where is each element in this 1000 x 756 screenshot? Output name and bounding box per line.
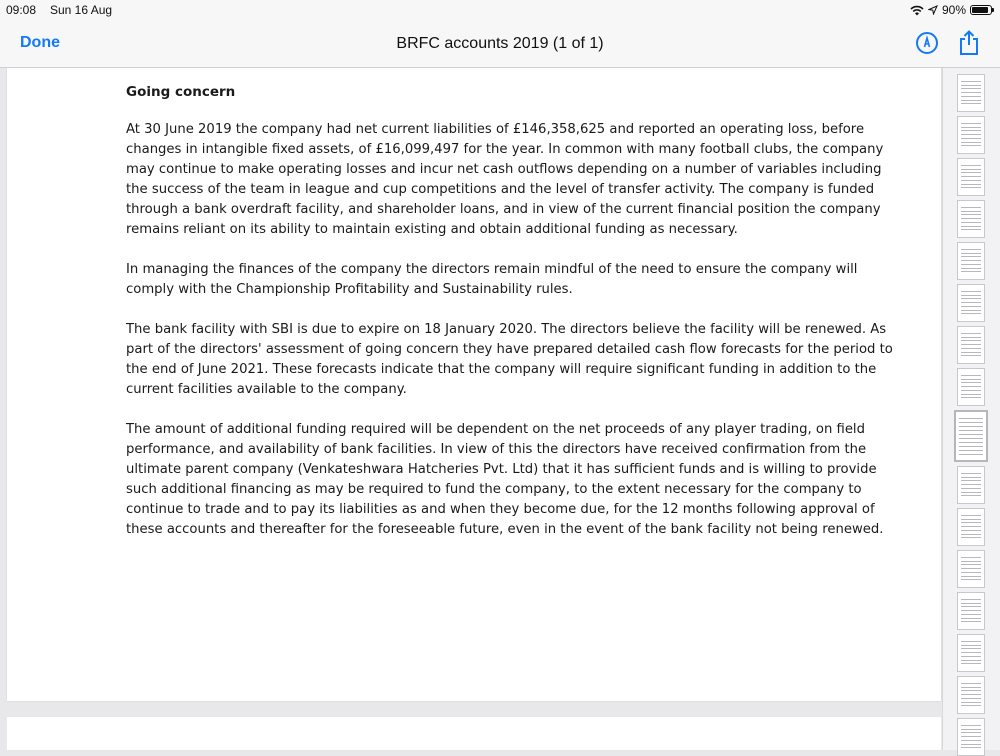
thumbnail-text-line xyxy=(961,264,981,265)
thumbnail-text-line xyxy=(959,446,983,447)
thumbnail-text-line xyxy=(961,568,981,569)
thumbnail-text-line xyxy=(959,418,983,419)
thumbnail-text-line xyxy=(961,85,981,86)
thumbnail-text-line xyxy=(961,348,981,349)
thumbnail-text-line xyxy=(961,226,981,227)
thumbnail-text-line xyxy=(961,564,981,565)
thumbnail-text-line xyxy=(961,127,981,128)
thumbnail-text-line xyxy=(961,526,981,527)
thumbnail-text-line xyxy=(961,515,981,516)
thumbnail-text-line xyxy=(961,344,981,345)
thumbnail-text-line xyxy=(961,618,981,619)
page-thumbnail[interactable] xyxy=(957,74,985,112)
page-thumbnail[interactable] xyxy=(957,326,985,364)
paragraph: The amount of additional funding required will be dependent on the net proceeds of any player trading, on field performance, and availability of bank facilities. In view of this the directors have received confirmation from the ultimate parent company (Venkateshwara Hatcheries Pvt. Ltd) that it has sufficient funds and is willing to provide such additional financing as may be required to fund the company, to the extent necessary for the company to continue to trade and to pay its liabilities as and when they become due, for the 12 months following approval of these accounts and thereafter for the foreseeable future, even in the event of the bank facility not being renewed. xyxy=(126,422,884,537)
thumbnail-text-line xyxy=(961,656,981,657)
page-thumbnail[interactable] xyxy=(957,200,985,238)
wifi-icon xyxy=(910,5,924,16)
thumbnail-text-line xyxy=(961,702,981,703)
thumbnail-text-line xyxy=(959,442,983,443)
battery-icon xyxy=(970,5,992,15)
thumbnail-text-line xyxy=(959,434,983,435)
thumbnail-text-line xyxy=(961,260,981,261)
thumbnail-text-line xyxy=(961,740,981,741)
thumbnail-text-line xyxy=(961,725,981,726)
thumbnail-text-line xyxy=(961,386,981,387)
paragraph: At 30 June 2019 the company had net current liabilities of £146,358,625 and reported an operating loss, before changes in intangible fixed assets, of £16,099,497 for the year. In common with many football clubs, the company may continue to make operating losses and incur net cash outflows depending on a number of variables including the success of the team in league and cup competitions and the level of transfer activity. The company is funded through a bank overdraft facility, and shareholder loans, and in view of the current financial position the company remains reliant on its ability to maintain existing and obtain additional funding as necessary. xyxy=(126,122,884,237)
page-thumbnail[interactable] xyxy=(957,284,985,322)
markup-pen-icon xyxy=(918,34,936,52)
thumbnail-text-line xyxy=(961,537,981,538)
thumbnail-text-line xyxy=(961,229,981,230)
page-thumbnail[interactable] xyxy=(957,466,985,504)
thumbnail-text-line xyxy=(961,522,981,523)
thumbnail-text-line xyxy=(961,176,981,177)
thumbnail-text-line xyxy=(961,355,981,356)
thumbnail-text-line xyxy=(961,492,981,493)
thumbnail-text-line xyxy=(961,291,981,292)
thumbnail-text-line xyxy=(961,165,981,166)
thumbnail-text-line xyxy=(961,130,981,131)
thumbnail-text-line xyxy=(961,134,981,135)
thumbnail-text-line xyxy=(961,180,981,181)
thumbnail-text-line xyxy=(961,382,981,383)
thumbnail-text-line xyxy=(961,222,981,223)
thumbnail-text-line xyxy=(961,302,981,303)
thumbnail-text-line xyxy=(961,705,981,706)
thumbnail-text-line xyxy=(961,340,981,341)
thumbnail-text-line xyxy=(961,138,981,139)
document-page xyxy=(7,68,941,701)
thumbnail-text-line xyxy=(961,690,981,691)
thumbnail-text-line xyxy=(961,599,981,600)
thumbnail-text-line xyxy=(961,473,981,474)
thumbnail-text-line xyxy=(961,145,981,146)
thumbnail-text-line xyxy=(961,218,981,219)
share-button[interactable] xyxy=(958,30,980,56)
page-thumbnail[interactable] xyxy=(957,592,985,630)
thumbnail-text-line xyxy=(961,172,981,173)
thumbnail-text-line xyxy=(961,572,981,573)
thumbnail-text-line xyxy=(961,652,981,653)
toolbar xyxy=(0,20,1000,68)
thumbnail-text-line xyxy=(961,295,981,296)
done-button[interactable]: Done xyxy=(20,34,60,51)
thumbnail-text-line xyxy=(961,394,981,395)
thumbnail-text-line xyxy=(959,430,983,431)
thumbnail-text-line xyxy=(961,253,981,254)
thumbnail-text-line xyxy=(961,333,981,334)
thumbnail-text-line xyxy=(961,313,981,314)
thumbnail-text-line xyxy=(959,454,983,455)
status-time: 09:08 xyxy=(6,3,37,17)
thumbnail-text-line xyxy=(961,256,981,257)
thumbnail-text-line xyxy=(961,142,981,143)
thumbnail-text-line xyxy=(961,306,981,307)
page-thumbnail[interactable] xyxy=(957,718,985,756)
thumbnail-text-line xyxy=(961,747,981,748)
thumbnail-text-line xyxy=(961,207,981,208)
thumbnail-text-line xyxy=(961,310,981,311)
page-content xyxy=(126,82,896,560)
thumbnail-text-line xyxy=(961,271,981,272)
thumbnail-text-line xyxy=(961,352,981,353)
next-document-page xyxy=(7,717,941,750)
thumbnail-text-line xyxy=(961,698,981,699)
thumbnail-text-line xyxy=(961,88,981,89)
page-thumbnail-strip[interactable] xyxy=(942,68,1000,750)
page-thumbnail[interactable] xyxy=(957,676,985,714)
share-icon xyxy=(958,30,980,56)
paragraph: In managing the finances of the company the directors remain mindful of the need to ensure the company will comply with the Championship Profitability and Sustainability rules. xyxy=(126,262,858,297)
page-thumbnail[interactable] xyxy=(957,550,985,588)
thumbnail-text-line xyxy=(961,732,981,733)
markup-button[interactable] xyxy=(916,32,938,54)
thumbnail-text-line xyxy=(961,660,981,661)
section-heading: Going concern xyxy=(126,84,236,100)
thumbnail-text-line xyxy=(961,375,981,376)
thumbnail-text-line xyxy=(961,92,981,93)
page-thumbnail[interactable] xyxy=(957,508,985,546)
thumbnail-text-line xyxy=(961,683,981,684)
thumbnail-text-line xyxy=(961,298,981,299)
status-date: Sun 16 Aug xyxy=(50,3,113,17)
thumbnail-text-line xyxy=(961,561,981,562)
thumbnail-text-line xyxy=(961,268,981,269)
thumbnail-text-line xyxy=(961,530,981,531)
document-viewer[interactable] xyxy=(0,68,942,750)
thumbnail-text-line xyxy=(961,103,981,104)
thumbnail-text-line xyxy=(961,123,981,124)
thumbnail-text-line xyxy=(961,663,981,664)
thumbnail-text-line xyxy=(961,214,981,215)
page-thumbnail[interactable] xyxy=(957,116,985,154)
page-thumbnail[interactable] xyxy=(954,410,988,462)
thumbnail-text-line xyxy=(961,534,981,535)
thumbnail-text-line xyxy=(959,438,983,439)
thumbnail-text-line xyxy=(959,426,983,427)
thumbnail-text-line xyxy=(961,557,981,558)
status-right xyxy=(910,3,992,17)
thumbnail-text-line xyxy=(961,729,981,730)
thumbnail-text-line xyxy=(961,495,981,496)
thumbnail-text-line xyxy=(961,480,981,481)
thumbnail-text-line xyxy=(961,603,981,604)
thumbnail-text-line xyxy=(961,379,981,380)
thumbnail-text-line xyxy=(961,606,981,607)
thumbnail-text-line xyxy=(961,488,981,489)
thumbnail-text-line xyxy=(961,645,981,646)
status-bar xyxy=(0,0,1000,20)
thumbnail-text-line xyxy=(961,641,981,642)
thumbnail-text-line xyxy=(961,397,981,398)
page-thumbnail[interactable] xyxy=(957,634,985,672)
thumbnail-text-line xyxy=(961,648,981,649)
battery-percent: 90% xyxy=(941,3,966,17)
thumbnail-text-line xyxy=(961,694,981,695)
thumbnail-text-line xyxy=(961,736,981,737)
page-thumbnail[interactable] xyxy=(957,242,985,280)
thumbnail-text-line xyxy=(961,81,981,82)
page-thumbnail[interactable] xyxy=(957,368,985,406)
thumbnail-text-line xyxy=(961,169,981,170)
thumbnail-text-line xyxy=(961,579,981,580)
location-arrow-icon xyxy=(928,5,938,15)
thumbnail-text-line xyxy=(961,184,981,185)
thumbnail-text-line xyxy=(959,450,983,451)
thumbnail-text-line xyxy=(961,100,981,101)
thumbnail-text-line xyxy=(959,422,983,423)
document-title: BRFC accounts 2019 (1 of 1) xyxy=(396,35,604,52)
page-thumbnail[interactable] xyxy=(957,158,985,196)
thumbnail-text-line xyxy=(961,744,981,745)
thumbnail-text-line xyxy=(961,390,981,391)
thumbnail-text-line xyxy=(961,687,981,688)
thumbnail-text-line xyxy=(961,249,981,250)
thumbnail-text-line xyxy=(961,610,981,611)
thumbnail-text-line xyxy=(961,621,981,622)
thumbnail-text-line xyxy=(961,576,981,577)
thumbnail-text-line xyxy=(961,519,981,520)
thumbnail-text-line xyxy=(961,614,981,615)
thumbnail-text-line xyxy=(961,211,981,212)
thumbnail-text-line xyxy=(961,484,981,485)
thumbnail-text-line xyxy=(961,187,981,188)
paragraph: The bank facility with SBI is due to expire on 18 January 2020. The directors believe the facility will be renewed. As part of the directors' assessment of going concern they have prepared detailed cash flow forecasts for the period to the end of June 2021. These forecasts indicate that the company will require significant funding in addition to the current facilities available to the company. xyxy=(126,322,893,397)
thumbnail-text-line xyxy=(961,96,981,97)
thumbnail-text-line xyxy=(961,477,981,478)
thumbnail-text-line xyxy=(961,337,981,338)
